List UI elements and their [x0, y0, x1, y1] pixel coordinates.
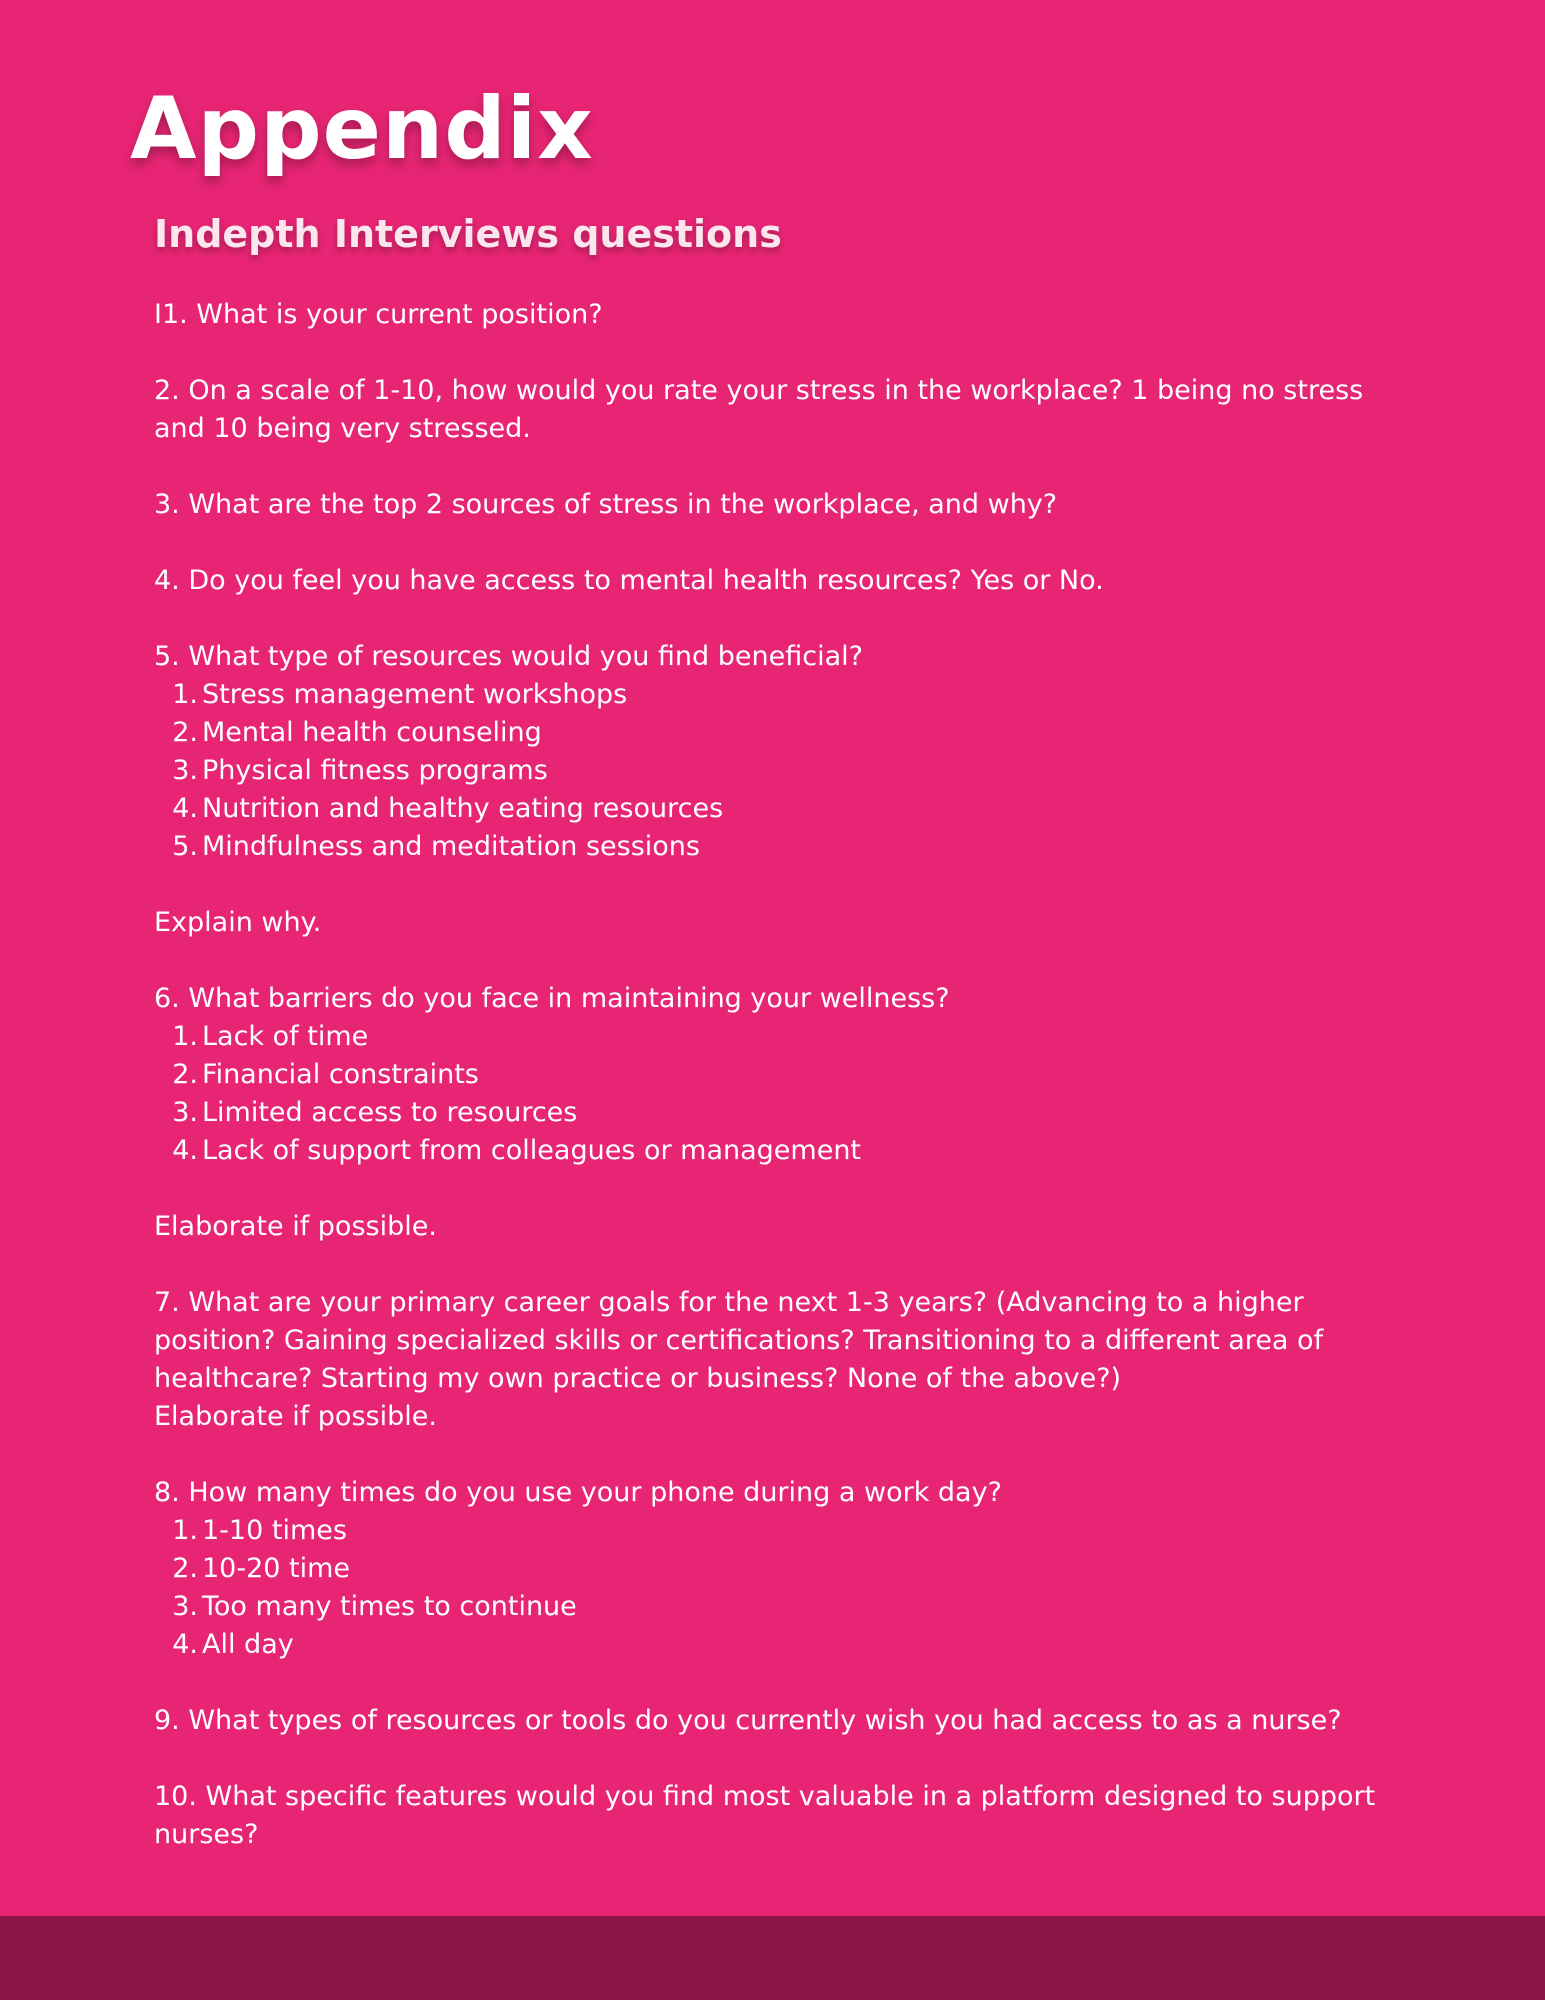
page-title: Appendix: [130, 79, 594, 179]
list-item: [154, 1626, 1404, 1664]
list-item: [154, 1512, 1404, 1550]
footer-band: [0, 1916, 1545, 2000]
question-7: 7. What are your primary career goals for the next 1-3 years? (Advancing to a higher position? Gaining specialized skills or certifications? Transitioning to a different area of healthcare? Starting my own practice or business? None of the above?): [154, 1287, 1324, 1394]
list-item-number: 2.: [172, 1059, 198, 1090]
question-10: 10. What specific features would you find most valuable in a platform designed to support nurses?: [154, 1781, 1376, 1850]
list-item-number: 1.: [172, 1021, 198, 1052]
list-item: [154, 790, 1404, 828]
list-item-label: 10-20 time: [202, 1553, 351, 1584]
list-item-label: Financial constraints: [202, 1059, 479, 1090]
list-item: [154, 752, 1404, 790]
list-item-label: 1-10 times: [202, 1515, 347, 1546]
question-4: 4. Do you feel you have access to mental health resources? Yes or No.: [154, 565, 1104, 596]
list-item: [154, 1018, 1404, 1056]
list-item-number: 3.: [172, 1097, 198, 1128]
list-item-number: 4.: [172, 1629, 198, 1660]
list-item: [154, 828, 1404, 866]
list-item-label: Too many times to continue: [202, 1591, 577, 1622]
questions-list: [154, 296, 1404, 1854]
list-item-label: All day: [202, 1629, 294, 1660]
question-9: 9. What types of resources or tools do you currently wish you had access to as a nurse?: [154, 1705, 1342, 1736]
list-item-number: 3.: [172, 1591, 198, 1622]
question-2: 2. On a scale of 1-10, how would you rate your stress in the workplace? 1 being no stress and 10 being very stressed.: [154, 375, 1364, 444]
list-item-number: 4.: [172, 793, 198, 824]
list-item-label: Mental health counseling: [202, 717, 542, 748]
list-item-label: Stress management workshops: [202, 679, 628, 710]
question-5-followup: Explain why.: [154, 907, 322, 938]
question-8: 8. How many times do you use your phone during a work day?: [154, 1477, 1002, 1508]
list-item-number: 4.: [172, 1135, 198, 1166]
list-item-number: 2.: [172, 1553, 198, 1584]
list-item: [154, 1056, 1404, 1094]
section-subtitle: Indepth Interviews questions: [154, 212, 782, 256]
list-item-label: Limited access to resources: [202, 1097, 578, 1128]
list-item-number: 2.: [172, 717, 198, 748]
list-item: [154, 1132, 1404, 1170]
question-3: 3. What are the top 2 sources of stress in the workplace, and why?: [154, 489, 1058, 520]
list-item: [154, 714, 1404, 752]
question-6-followup: Elaborate if possible.: [154, 1211, 437, 1242]
list-item-number: 3.: [172, 755, 198, 786]
list-item-number: 1.: [172, 679, 198, 710]
list-item-label: Lack of time: [202, 1021, 369, 1052]
question-6: 6. What barriers do you face in maintaining your wellness?: [154, 983, 950, 1014]
question-1: I1. What is your current position?: [154, 299, 603, 330]
list-item-label: Physical fitness programs: [202, 755, 548, 786]
list-item-label: Lack of support from colleagues or management: [202, 1135, 862, 1166]
list-item-number: 1.: [172, 1515, 198, 1546]
list-item-number: 5.: [172, 831, 198, 862]
list-item: [154, 676, 1404, 714]
question-7-followup: Elaborate if possible.: [154, 1401, 437, 1432]
list-item-label: Mindfulness and meditation sessions: [202, 831, 700, 862]
list-item-label: Nutrition and healthy eating resources: [202, 793, 724, 824]
list-item: [154, 1094, 1404, 1132]
list-item: [154, 1550, 1404, 1588]
question-5: 5. What type of resources would you find beneficial?: [154, 641, 863, 672]
list-item: [154, 1588, 1404, 1626]
